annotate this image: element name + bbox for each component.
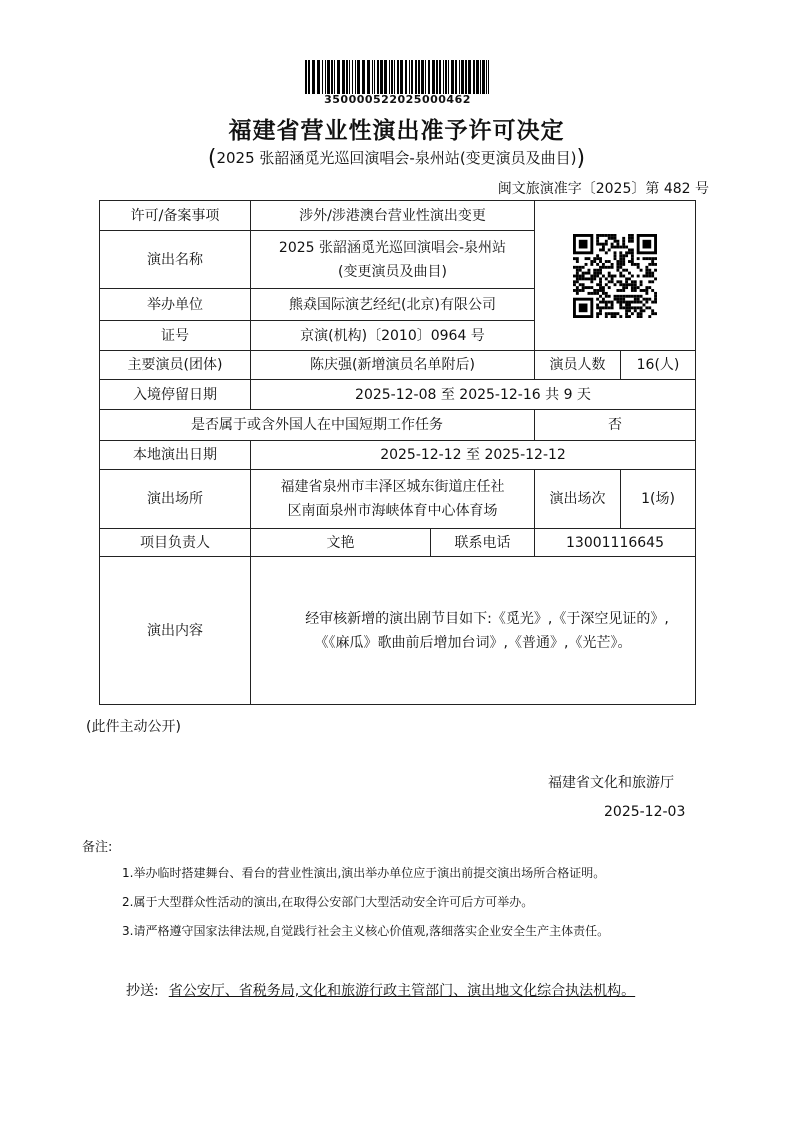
phone-value: 13001116645	[535, 529, 696, 557]
performer-value: 陈庆强(新增演员名单附后)	[251, 351, 535, 380]
issue-date: 2025-12-03	[604, 804, 686, 820]
manager-value: 文艳	[251, 529, 431, 557]
show-name-line1: 2025 张韶涵觅光巡回演唱会-泉州站	[278, 239, 507, 256]
permit-type-label: 许可/备案事项	[100, 201, 251, 231]
subtitle-text: 2025 张韶涵觅光巡回演唱会-泉州站(变更演员及曲目)	[216, 149, 577, 167]
page-subtitle	[0, 146, 793, 171]
stay-dates-label: 入境停留日期	[100, 380, 251, 410]
content-line2: 《《麻瓜》歌曲前后增加台词》,《普通》,《光芒》。	[314, 634, 632, 651]
issuer-name: 福建省文化和旅游厅	[548, 775, 674, 791]
document-number: 闽文旅演准字〔2025〕第 482 号	[497, 181, 709, 197]
note-item: 3.请严格遵守国家法律法规,自觉践行社会主义核心价值观,落细落实企业安全生产主体责任。	[122, 924, 610, 938]
license-label: 证号	[100, 321, 251, 351]
public-notice: (此件主动公开)	[86, 719, 181, 735]
manager-label: 项目负责人	[100, 529, 251, 557]
show-name-label: 演出名称	[100, 231, 251, 289]
cc-recipients: 省公安厅、省税务局,文化和旅游行政主管部门、演出地文化综合执法机构。	[168, 983, 636, 999]
qr-code	[573, 234, 657, 318]
page-title: 福建省营业性演出准予许可决定	[228, 118, 565, 144]
barcode-number: 350000522025000462	[324, 93, 471, 106]
sessions-value: 1(场)	[621, 470, 696, 529]
sessions-label: 演出场次	[535, 470, 621, 529]
local-dates-value: 2025-12-12 至 2025-12-12	[251, 441, 696, 470]
local-dates-label: 本地演出日期	[100, 441, 251, 470]
content-value	[251, 557, 696, 705]
content-line1: 经审核新增的演出剧节目如下:《觅光》,《于深空见证的》,	[305, 610, 669, 627]
stay-dates-value: 2025-12-08 至 2025-12-16 共 9 天	[251, 380, 696, 410]
qr-code-cell	[535, 201, 696, 351]
performer-count-value: 16(人)	[621, 351, 696, 380]
show-name-value	[251, 231, 535, 289]
venue-label: 演出场所	[100, 470, 251, 529]
cc-label: 抄送:	[126, 983, 159, 999]
organizer-value: 熊猋国际演艺经纪(北京)有限公司	[251, 289, 535, 321]
cc-line	[126, 980, 635, 1000]
barcode-image	[305, 60, 490, 94]
performer-count-label: 演员人数	[535, 351, 621, 380]
venue-value	[251, 470, 535, 529]
subtitle-close-paren: )	[576, 146, 586, 171]
foreign-work-label: 是否属于或含外国人在中国短期工作任务	[100, 410, 535, 441]
foreign-work-value: 否	[535, 410, 696, 441]
license-value: 京演(机构)〔2010〕0964 号	[251, 321, 535, 351]
subtitle-open-paren: (	[207, 146, 217, 171]
venue-line1: 福建省泉州市丰泽区城东街道庄任社	[280, 479, 505, 495]
performer-label: 主要演员(团体)	[100, 351, 251, 380]
permit-type-value: 涉外/涉港澳台营业性演出变更	[251, 201, 535, 231]
phone-label: 联系电话	[431, 529, 535, 557]
permit-table	[99, 200, 696, 705]
venue-line2: 区南面泉州市海峡体育中心体育场	[287, 503, 498, 519]
qr-code-image	[573, 234, 657, 318]
content-label: 演出内容	[100, 557, 251, 705]
show-name-line2: (变更演员及曲目)	[338, 263, 447, 280]
organizer-label: 举办单位	[100, 289, 251, 321]
note-item: 2.属于大型群众性活动的演出,在取得公安部门大型活动安全许可后方可举办。	[122, 895, 534, 909]
notes-title: 备注:	[82, 840, 113, 855]
note-item: 1.举办临时搭建舞台、看台的营业性演出,演出举办单位应于演出前提交演出场所合格证明。	[122, 866, 606, 880]
